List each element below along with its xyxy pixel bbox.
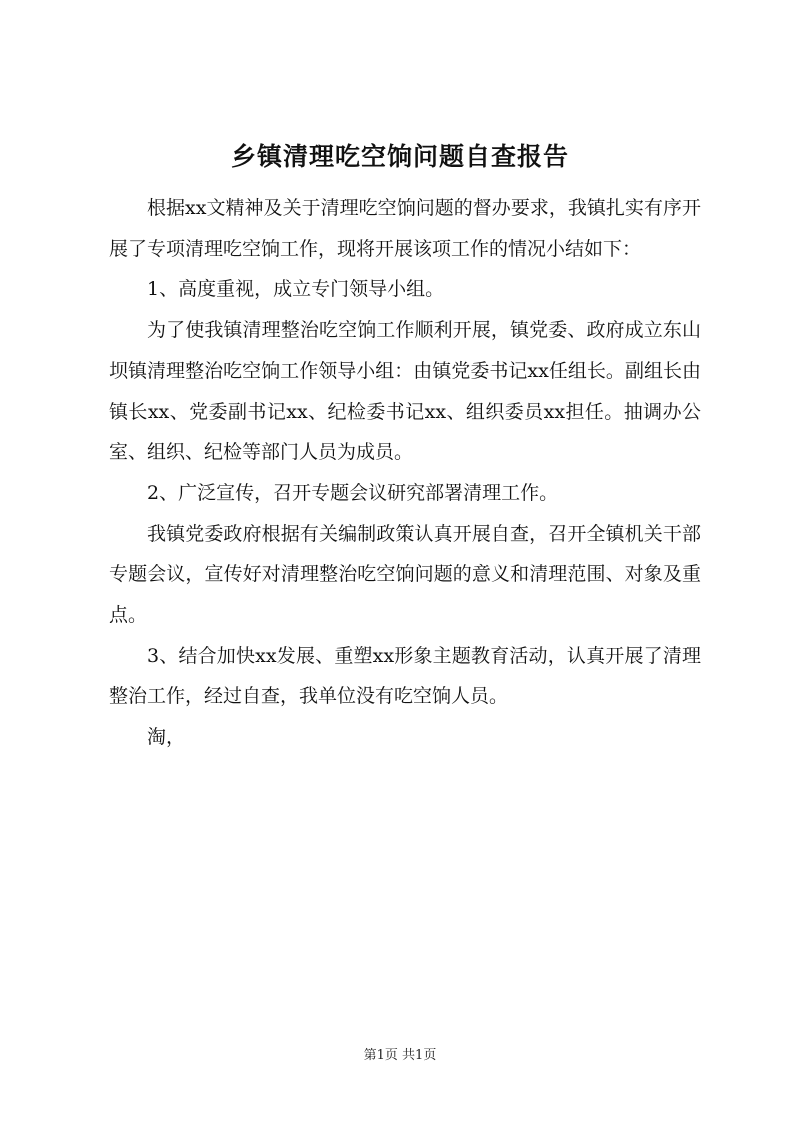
paragraph-section-1: 为了使我镇清理整治吃空饷工作顺利开展，镇党委、政府成立东山坝镇清理整治吃空饷工作领导小组：由镇党委书记xx任组长。副组长由镇长xx、党委副书记xx、纪检委书记xx、组织委员xx担任。抽调办公室、组织、纪检等部门人员为成员。 [109,319,701,464]
paragraph-intro: 根据xx文精神及关于清理吃空饷问题的督办要求，我镇扎实有序开展了专项清理吃空饷工作，现将开展该项工作的情况小结如下： [109,197,701,260]
paragraph-section-2: 我镇党委政府根据有关编制政策认真开展自查，召开全镇机关干部专题会议，宣传好对清理整治吃空饷问题的意义和清理范围、对象及重点。 [109,522,701,627]
document-title: 乡镇清理吃空饷问题自查报告 [230,142,569,171]
paragraph-heading-3: 3、结合加快xx发展、重塑xx形象主题教育活动，认真开展了清理整治工作，经过自查，我单位没有吃空饷人员。 [109,644,701,708]
page-footer: 第1页 共1页 [363,1048,437,1063]
document-body [109,188,701,758]
paragraph-heading-1: 1、高度重视，成立专门领导小组。 [147,278,445,301]
paragraph-closing: 淘， [147,726,186,749]
paragraph-heading-2: 2、广泛宣传，召开专题会议研究部署清理工作。 [147,481,559,504]
